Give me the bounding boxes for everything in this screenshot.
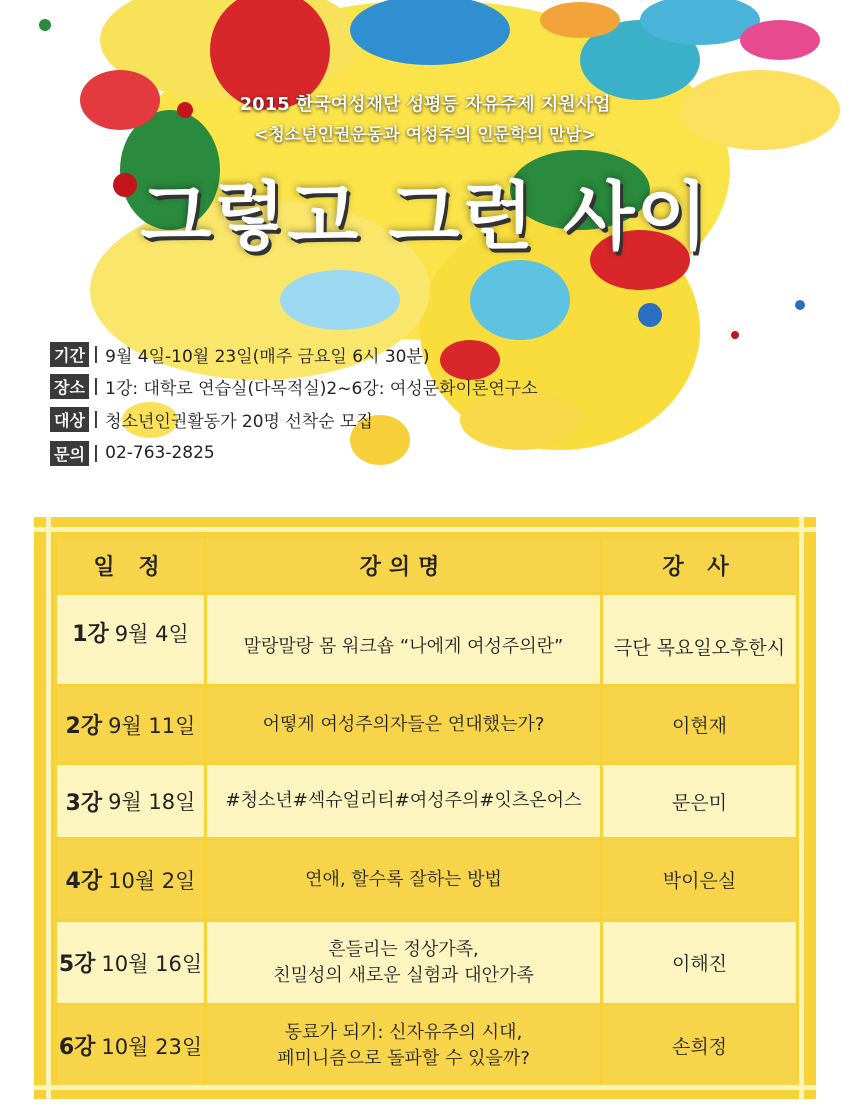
lecture-title-cell [207,1006,600,1085]
lecturer-name: 박이은실 [662,870,737,892]
lecture-title-line: 흔들리는 정상가족, [328,938,479,960]
table-header-label: 강의명 [359,554,448,580]
lecture-number: 1강 [72,622,109,647]
lecturer-cell [603,922,796,1003]
lecture-number: 3강 [65,790,103,816]
lecture-title-line: 페미니즘으로 돌파할 수 있을까? [277,1047,530,1069]
lecture-number: 2강 [65,714,103,739]
program-subtitle: <청소년인권운동과 여성주의 인문학의 만남> [254,125,596,145]
info-separator: | [92,344,100,364]
table-edge-stripe [46,517,51,1099]
schedule-table [34,517,816,1099]
info-row [50,373,538,399]
main-title: 그렇고 그런 사이 [140,174,710,260]
lecture-title [263,712,545,738]
lecture-title-cell [207,687,600,762]
lecturer-cell [603,840,796,919]
info-separator: | [92,376,100,396]
lecturer-name: 문은미 [671,791,728,814]
lecturer-cell [603,687,796,762]
info-value: 9월 4일-10월 23일(매주 금요일 6시 30분) [105,346,430,367]
lecture-title-cell [207,595,600,684]
info-separator: | [92,409,100,429]
lecture-title-line: 동료가 되기: 신자유주의 시대, [284,1021,523,1043]
lecture-date: 9월 4일 [114,621,189,646]
info-value: 1강: 대학로 연습실(다목적실)2~6강: 여성문화이론연구소 [105,378,538,399]
info-label: 문의 [50,441,89,466]
info-separator: | [92,443,100,463]
info-row [50,406,373,432]
table-edge-stripe [799,517,804,1099]
info-value: 02-763-2825 [105,443,215,463]
lecture-title-line: 친밀성의 새로운 실험과 대안가족 [273,964,534,986]
table-header-cell [57,538,204,592]
table-edge-stripe [34,1085,816,1090]
lecturer-name: 이현재 [671,715,728,737]
table-header-label: 강 사 [662,554,737,580]
schedule-cell [57,922,204,1003]
lecture-title [244,634,564,660]
lecture-number: 5강 [58,952,96,977]
lecture-title [277,1020,530,1072]
schedule-cell [57,1006,204,1085]
lecture-title-cell [207,922,600,1003]
schedule-cell [57,840,204,919]
schedule-cell [57,687,204,762]
lecturer-name: 손희정 [671,1036,728,1058]
info-value: 청소년인권활동가 20명 선착순 모집 [105,411,373,432]
lecture-title-line: 말랑말랑 몸 워크숍 “나에게 여성주의란” [243,635,564,657]
lecturer-cell [603,765,796,837]
schedule-cell [57,595,204,684]
info-label: 기간 [50,342,89,367]
lecture-title [273,937,534,989]
table-header-cell [207,538,600,592]
lecture-date: 9월 18일 [108,790,196,814]
lecture-title [226,788,582,814]
lecture-number: 6강 [58,1035,96,1060]
lecture-title-line: #청소년#섹슈얼리티#여성주의#잇츠온어스 [225,790,582,811]
schedule-cell [57,765,204,837]
lecturer-cell [603,1006,796,1085]
lecture-title-cell [207,765,600,837]
lecture-date: 10월 16일 [101,951,203,976]
lecturer-name: 극단 목요일오후한시 [613,637,786,659]
lecture-title-line: 어떻게 여성주의자들은 연대했는가? [262,713,545,735]
lecture-number: 4강 [65,869,103,894]
info-label: 장소 [50,374,89,399]
lecture-title [305,867,502,893]
lecture-title-line: 연애, 할수록 잘하는 방법 [305,868,502,890]
table-edge-stripe [34,527,816,532]
lecture-date: 10월 2일 [108,868,196,893]
lecture-date: 10월 23일 [101,1034,203,1059]
table-header-cell [603,538,796,592]
lecture-title-cell [207,840,600,919]
project-subtitle: 2015 한국여성재단 성평등 자유주제 지원사업 [239,94,611,115]
info-row [50,341,430,367]
lecturer-name: 이해진 [671,953,728,975]
lecture-date: 9월 11일 [108,713,196,738]
info-label: 대상 [50,407,89,432]
info-row [50,440,215,466]
lecturer-cell [603,595,796,684]
table-header-label: 일 정 [93,554,168,580]
